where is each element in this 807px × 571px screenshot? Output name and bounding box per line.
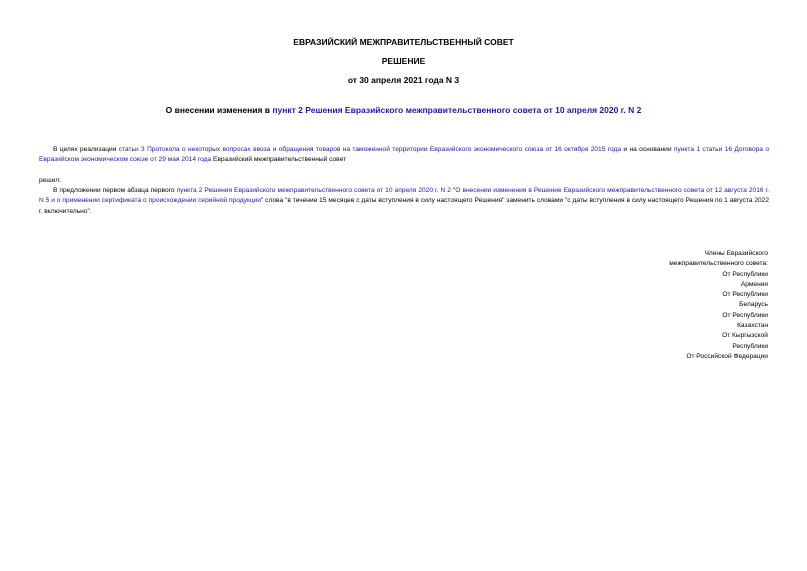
subject-link[interactable]: пункт 2 Решения Евразийского межправительственного совета от 10 апреля 2020 г. N 2 [272, 105, 642, 115]
signatory-line: От Кыргызской [722, 332, 768, 340]
signatories-heading-1: Члены Евразийского [704, 250, 768, 257]
signatory-line: Беларусь [739, 301, 768, 309]
preamble-paragraph [39, 145, 769, 166]
decision-text-1: В предложении первом абзаца первого [53, 187, 177, 194]
signatory-line: От Российской Федерации [686, 352, 768, 360]
signatories-block [608, 249, 768, 362]
document-date-number: от 30 апреля 2021 года N 3 [347, 75, 460, 85]
treaty-article-16-link[interactable]: пункта 1 статьи 16 Договора о Евразийском экономическом союзе от 29 мая 2014 года [39, 146, 769, 164]
document-kind-heading: РЕШЕНИЕ [381, 56, 426, 66]
decision-paragraph [39, 186, 769, 217]
signatory-line: Республики [732, 342, 768, 350]
signatories-heading-2: межправительственного совета: [669, 260, 768, 268]
preamble-text-3: Евразийский межправительственный совет [211, 156, 347, 164]
decision-text-2: " [450, 187, 456, 194]
preamble-text-2: и на основании [621, 146, 674, 153]
signatory-line: От Республики [722, 311, 768, 319]
decision-2016-link[interactable]: О внесении изменения в Решение Евразийского межправительственного совета от 12 августа 2016 г. N 5 и о применении сертификата о происхождении серийной продукции [39, 187, 769, 205]
signatory-line: От Республики [722, 270, 768, 278]
preamble-text-1: В целях реализации [53, 146, 119, 153]
protocol-article-3-link[interactable]: статьи 3 Протокола о некоторых вопросах ввоза и обращения товаров на таможенной территории Евразийского экономического союза от 16 октября 2015 года [118, 146, 622, 153]
decision-2020-link[interactable]: пункта 2 Решения Евразийского межправительственного совета от 10 апреля 2020 г. N 2 [176, 187, 451, 194]
decision-text-3: " слова "в течение 15 месяцев с даты вступления в силу настоящего Решения" заменить словами "с даты вступления в силу настоящего Решения по 1 августа 2022 г. включительно". [39, 197, 769, 215]
decided-label: решил: [39, 177, 61, 184]
document-subject [0, 105, 807, 116]
subject-prefix: О внесении изменения в [165, 105, 273, 115]
signatory-line: Казахстан [737, 322, 768, 330]
organization-heading: ЕВРАЗИЙСКИЙ МЕЖПРАВИТЕЛЬСТВЕННЫЙ СОВЕТ [293, 37, 514, 47]
signatory-line: Армения [740, 280, 768, 288]
signatory-line: От Республики [722, 291, 768, 299]
